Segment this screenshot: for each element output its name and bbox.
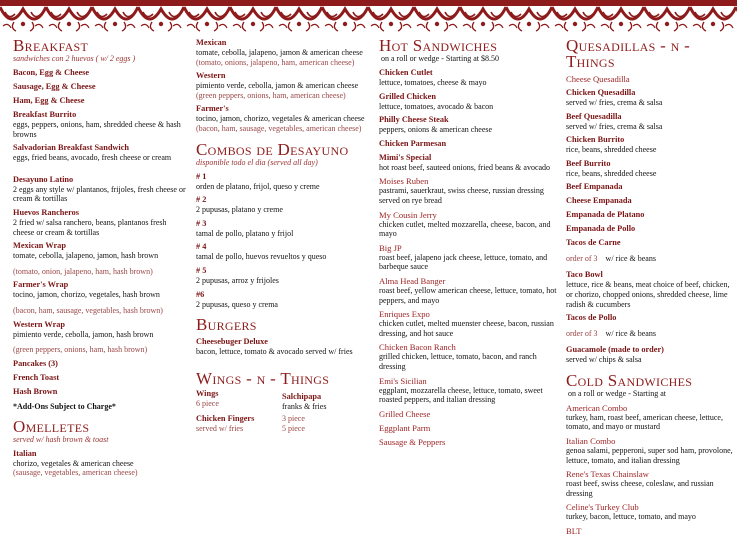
item-description: tocino, jamon, chorizo, vegetales & american cheese bbox=[196, 114, 365, 124]
menu-item bbox=[566, 135, 734, 155]
menu-item bbox=[566, 224, 734, 234]
item-name: Chicken Quesadilla bbox=[566, 88, 636, 97]
menu-item bbox=[196, 266, 368, 286]
item-description: served w/ fries, crema & salsa bbox=[566, 121, 663, 131]
menu-section-item bbox=[196, 38, 368, 134]
menu-item bbox=[196, 242, 368, 262]
item-name: Beef Burrito bbox=[566, 158, 611, 168]
item-description: 2 pupusas, platano y creme bbox=[196, 205, 283, 215]
item-name: Chicken Parmesan bbox=[379, 138, 447, 148]
section-title: Burgers bbox=[196, 315, 257, 335]
item-description: bacon, lettuce, tomato & avocado served w/ fries bbox=[196, 347, 353, 357]
item-name: Sausage, Egg & Cheese bbox=[13, 82, 96, 91]
item-name: BLT bbox=[566, 525, 582, 536]
item-detail-line bbox=[566, 323, 734, 341]
item-name: Wings bbox=[196, 388, 219, 398]
item-name: #6 bbox=[196, 289, 205, 299]
item-translation: (sausage, vegetables, american cheese) bbox=[13, 468, 138, 478]
section-subtitle: on a roll or wedge - Starting at bbox=[568, 388, 666, 398]
menu-item bbox=[13, 449, 189, 478]
item-name: Hash Brown bbox=[13, 386, 58, 396]
ornamental-border bbox=[0, 0, 737, 34]
item-name: Eggplant Parm bbox=[379, 422, 431, 433]
item-name: Tacos de Carne bbox=[566, 238, 621, 248]
item-description: eggs, fried beans, avocado, fresh cheese or cream bbox=[13, 153, 172, 163]
item-name: Ham, Egg & Cheese bbox=[13, 96, 85, 105]
item-name: # 1 bbox=[196, 171, 207, 181]
menu-item bbox=[566, 526, 734, 536]
item-name: Moises Ruben bbox=[379, 176, 429, 187]
item-name: Desayuno Latino bbox=[13, 174, 74, 184]
menu-item bbox=[13, 241, 189, 276]
item-description: turkey, ham, roast beef, american cheese, lettuce, tomato, and mayo or mustard bbox=[566, 412, 723, 432]
item-translation: (green peppers, onions, ham, hash brown) bbox=[13, 345, 148, 355]
item-name: Western Wrap bbox=[13, 319, 66, 329]
menu-item bbox=[566, 88, 734, 108]
item-description: tocino, jamon, chorizo, vegetales, hash brown bbox=[13, 290, 160, 300]
section-subtitle: served w/ hash brown & toast bbox=[13, 434, 109, 444]
menu-item bbox=[13, 208, 189, 237]
item-description: served w/ chips & salsa bbox=[566, 355, 642, 365]
section-title: Cold Sandwiches bbox=[566, 370, 693, 390]
menu-item bbox=[566, 345, 734, 365]
item-portion: 6 piece bbox=[196, 398, 219, 408]
menu-section-omelletes bbox=[13, 416, 189, 478]
item-description: peppers, onions & american cheese bbox=[379, 125, 493, 135]
menu-section-combos-de-desayuno bbox=[196, 139, 368, 310]
item-description: rice, beans, shredded cheese bbox=[566, 145, 657, 155]
menu-item bbox=[379, 139, 559, 149]
item-description: roast beef, jalapeno jack cheese, lettuce, tomato, and barbeque sauce bbox=[379, 252, 548, 272]
item-description: tamal de pollo, platano y frijol bbox=[196, 228, 294, 238]
wings-grid bbox=[196, 389, 368, 434]
menu-column-4 bbox=[566, 36, 734, 536]
item-name: Cheese Quesadilla bbox=[566, 74, 630, 84]
menu-item bbox=[566, 210, 734, 220]
menu-item bbox=[13, 96, 189, 106]
item-name: Cheese Empanada bbox=[566, 196, 632, 206]
item-translation: (green peppers, onions, ham, american cheese) bbox=[196, 90, 346, 100]
item-description: genoa salami, pepperoni, super sod ham, provolone, lettuce, tomato, and italian dressing bbox=[566, 445, 733, 465]
item-name: # 4 bbox=[196, 242, 207, 252]
menu-item bbox=[196, 290, 368, 310]
item-portion: 3 piece bbox=[282, 414, 305, 424]
menu-section-burgers bbox=[196, 317, 368, 357]
item-name: Cheesebuger Deluxe bbox=[196, 337, 268, 347]
item-name: Farmer's Wrap bbox=[13, 280, 69, 290]
menu-item bbox=[379, 409, 559, 419]
item-description: 2 pupusas, queso y crema bbox=[196, 299, 278, 309]
item-portion: order of 3 bbox=[566, 329, 598, 339]
item-description: rice, beans, shredded cheese bbox=[566, 168, 657, 178]
menu-item bbox=[566, 270, 734, 309]
menu-column-2 bbox=[196, 36, 368, 434]
section-title: Omelletes bbox=[13, 416, 90, 436]
item-name: Tacos de Pollo bbox=[566, 313, 617, 323]
item-description: w/ rice & beans bbox=[605, 254, 656, 264]
item-name: Chicken Cutlet bbox=[379, 68, 433, 77]
item-description: served w/ fries, crema & salsa bbox=[566, 98, 663, 107]
item-name: Grilled Chicken bbox=[379, 91, 436, 101]
item-description: 2 fried w/ salsa ranchero, beans, plantanos fresh cheese or cream & tortillas bbox=[13, 217, 167, 237]
item-translation: (tomato, onion, jalapeno, ham, hash brown) bbox=[13, 266, 153, 276]
item-description: orden de platano, frijol, queso y creme bbox=[196, 181, 320, 191]
item-name: My Cousin Jerry bbox=[379, 209, 437, 220]
chicken-fingers-portions bbox=[282, 414, 362, 434]
item-name: Bacon, Egg & Cheese bbox=[13, 68, 90, 77]
menu-column-1 bbox=[13, 36, 189, 478]
item-name: Mimi's Special bbox=[379, 152, 432, 162]
item-description: eggplant, mozzarella cheese, lettuce, tomato, sweet roasted peppers, and italian dressing bbox=[379, 385, 543, 405]
item-name: Breakfast Burrito bbox=[13, 110, 77, 119]
section-subtitle: disponible todo el dia (served all day) bbox=[196, 157, 318, 167]
item-description: served w/ fries bbox=[196, 424, 244, 434]
menu-item bbox=[196, 172, 368, 192]
item-description: chicken cutlet, melted mozzarella, cheese, bacon, and mayo bbox=[379, 219, 551, 239]
menu-item bbox=[379, 210, 559, 239]
menu-item bbox=[566, 403, 734, 432]
item-description: franks & fries bbox=[282, 401, 327, 411]
menu-item bbox=[196, 71, 368, 100]
menu-item bbox=[566, 182, 734, 192]
menu-item bbox=[566, 196, 734, 206]
menu-section-wings-n-things bbox=[196, 368, 368, 434]
menu-item bbox=[379, 423, 559, 433]
section-title: Breakfast bbox=[13, 36, 89, 55]
section-title: Combos de Desayuno bbox=[196, 139, 349, 159]
item-description: hot roast beef, sauteed onions, fried beans & avocado bbox=[379, 162, 551, 172]
item-name: Italian Combo bbox=[566, 435, 616, 446]
menu-item bbox=[13, 68, 189, 78]
menu-item bbox=[379, 309, 559, 338]
section-title: Quesadillas - n - Things bbox=[566, 36, 691, 71]
menu-item bbox=[13, 359, 189, 369]
item-description: tomate, cebolla, jalapeno, jamon & american cheese bbox=[196, 48, 363, 57]
menu-section-cold-sandwiches bbox=[566, 370, 734, 536]
item-name: Western bbox=[196, 71, 226, 81]
menu-item bbox=[13, 280, 189, 315]
item-description: pimiento verde, cebolla, jamon, hash brown bbox=[13, 329, 154, 339]
item-description: eggs, peppers, onions, ham, shredded cheese & hash browns bbox=[13, 120, 181, 139]
menu-item bbox=[379, 437, 559, 447]
menu-item bbox=[379, 276, 559, 305]
menu-item bbox=[196, 337, 368, 357]
item-description: w/ rice & beans bbox=[605, 329, 656, 339]
item-name: Mexican bbox=[196, 38, 227, 47]
section-subtitle: on a roll or wedge - Starting at $8.50 bbox=[381, 54, 499, 63]
item-description: turkey, bacon, lettuce, tomato, and mayo bbox=[566, 512, 696, 522]
item-description: pastrami, sauerkraut, swiss cheese, russian dressing served on rye bread bbox=[379, 186, 544, 205]
menu-item bbox=[379, 68, 559, 88]
item-description: pimiento verde, cebolla, jamon & american cheese bbox=[196, 81, 359, 91]
item-name: Enriques Expo bbox=[379, 309, 430, 320]
item-description: lettuce, tomatoes, cheese & mayo bbox=[379, 78, 487, 87]
menu-section-quesadillas-n-things bbox=[566, 38, 734, 365]
menu-item bbox=[566, 436, 734, 465]
menu-item bbox=[566, 502, 734, 522]
item-name: Beef Quesadilla bbox=[566, 111, 622, 121]
menu-item bbox=[379, 153, 559, 173]
menu-item bbox=[566, 238, 734, 266]
item-name: Rene's Texas Chainslaw bbox=[566, 469, 649, 480]
item-name: # 3 bbox=[196, 218, 207, 228]
menu-item-wings bbox=[196, 389, 282, 412]
menu-item bbox=[379, 92, 559, 112]
menu-item bbox=[13, 143, 189, 163]
menu-item bbox=[566, 74, 734, 84]
item-description: 2 eggs any style w/ plantanos, frijoles, fresh cheese or cream & tortillas bbox=[13, 184, 186, 204]
menu-item bbox=[566, 469, 734, 498]
item-description: tamal de pollo, huevos revueltos y queso bbox=[196, 252, 327, 262]
item-description: lettuce, tomatoes, avocado & bacon bbox=[379, 101, 494, 111]
item-description: lettuce, rice & beans, meat choice of beef, chicken, or chorizo, chopped onions, shredded cheese, lime radish & cucumbers bbox=[566, 280, 730, 309]
item-description: 2 pupusas, arroz y frijoles bbox=[196, 275, 279, 285]
menu-item bbox=[13, 373, 189, 383]
item-name: Celine's Turkey Club bbox=[566, 502, 639, 513]
item-name: Guacamole (made to order) bbox=[566, 345, 664, 355]
item-description: tomate, cebolla, jalapeno, jamon, hash brown bbox=[13, 251, 159, 261]
menu-item bbox=[196, 219, 368, 239]
item-name: French Toast bbox=[13, 372, 60, 382]
item-name: Sausage & Peppers bbox=[379, 436, 446, 447]
menu-item bbox=[196, 38, 368, 67]
item-name: Grilled Cheese bbox=[379, 408, 431, 419]
section-title: Wings - n - Things bbox=[196, 368, 330, 388]
menu-item bbox=[13, 320, 189, 355]
item-name: # 2 bbox=[196, 195, 207, 205]
item-description: chorizo, vegetales & american cheese bbox=[13, 458, 134, 468]
item-name: # 5 bbox=[196, 265, 207, 275]
add-ons-note: *Add-Ons Subject to Charge* bbox=[13, 401, 116, 411]
item-name: American Combo bbox=[566, 402, 628, 413]
menu-item-chicken-fingers bbox=[196, 414, 282, 434]
menu-item bbox=[196, 195, 368, 215]
menu-item bbox=[566, 112, 734, 132]
item-portion: order of 3 bbox=[566, 254, 598, 264]
item-description: grilled chicken, lettuce, tomato, bacon, and ranch dressing bbox=[379, 352, 537, 371]
menu-section-hot-sandwiches bbox=[379, 38, 559, 447]
menu-item-salchipapa bbox=[282, 392, 362, 412]
item-name: Pancakes (3) bbox=[13, 358, 58, 368]
item-name: Empanada de Pollo bbox=[566, 224, 636, 234]
item-name: Chicken Fingers bbox=[196, 414, 255, 424]
item-name: Farmer's bbox=[196, 104, 229, 114]
item-name: Chicken Bacon Ranch bbox=[379, 342, 456, 353]
item-name: Salvadorian Breakfast Sandwich bbox=[13, 143, 130, 153]
item-name: Chicken Burrito bbox=[566, 135, 625, 145]
item-name: Emi's Sicilian bbox=[379, 375, 427, 386]
item-description: chicken cutlet, melted muenster cheese, bacon, russian dressing, and hot sauce bbox=[379, 319, 554, 338]
menu-item bbox=[196, 104, 368, 133]
menu-item bbox=[13, 387, 189, 397]
item-name: Salchipapa bbox=[282, 391, 322, 401]
item-description: roast beef, yellow american cheese, lettuce, tomato, hot peppers, and mayo bbox=[379, 285, 557, 305]
item-name: Empanada de Platano bbox=[566, 210, 645, 220]
menu-item bbox=[379, 376, 559, 405]
item-name: Italian bbox=[13, 448, 37, 458]
item-detail-line bbox=[566, 248, 734, 266]
item-translation: (bacon, ham, sausage, vegetables, hash brown) bbox=[13, 305, 163, 315]
menu-item bbox=[379, 243, 559, 272]
menu-item bbox=[379, 115, 559, 135]
item-portion: 5 piece bbox=[282, 423, 305, 433]
item-name: Mexican Wrap bbox=[13, 241, 66, 251]
section-title: Hot Sandwiches bbox=[379, 36, 498, 55]
menu-item bbox=[379, 342, 559, 371]
item-name: Alma Head Banger bbox=[379, 275, 446, 286]
item-description: roast beef, swiss cheese, coleslaw, and russian dressing bbox=[566, 479, 714, 498]
menu-item bbox=[379, 176, 559, 205]
menu-section-breakfast bbox=[13, 38, 189, 411]
menu-item bbox=[13, 110, 189, 139]
menu-column-3 bbox=[379, 36, 559, 447]
item-name: Taco Bowl bbox=[566, 270, 603, 280]
item-name: Philly Cheese Steak bbox=[379, 115, 449, 125]
item-name: Big JP bbox=[379, 242, 402, 253]
item-name: Beef Empanada bbox=[566, 182, 623, 192]
section-subtitle: sandwiches con 2 huevos ( w/ 2 eggs ) bbox=[13, 54, 136, 63]
menu-item bbox=[566, 159, 734, 179]
menu-item bbox=[13, 82, 189, 92]
item-translation: (tomato, onions, jalapeno, ham, american cheese) bbox=[196, 57, 355, 67]
item-translation: (bacon, ham, sausage, vegetables, american cheese) bbox=[196, 123, 362, 133]
item-name: Huevos Rancheros bbox=[13, 207, 79, 217]
menu-item bbox=[13, 175, 189, 204]
menu-item bbox=[566, 313, 734, 341]
